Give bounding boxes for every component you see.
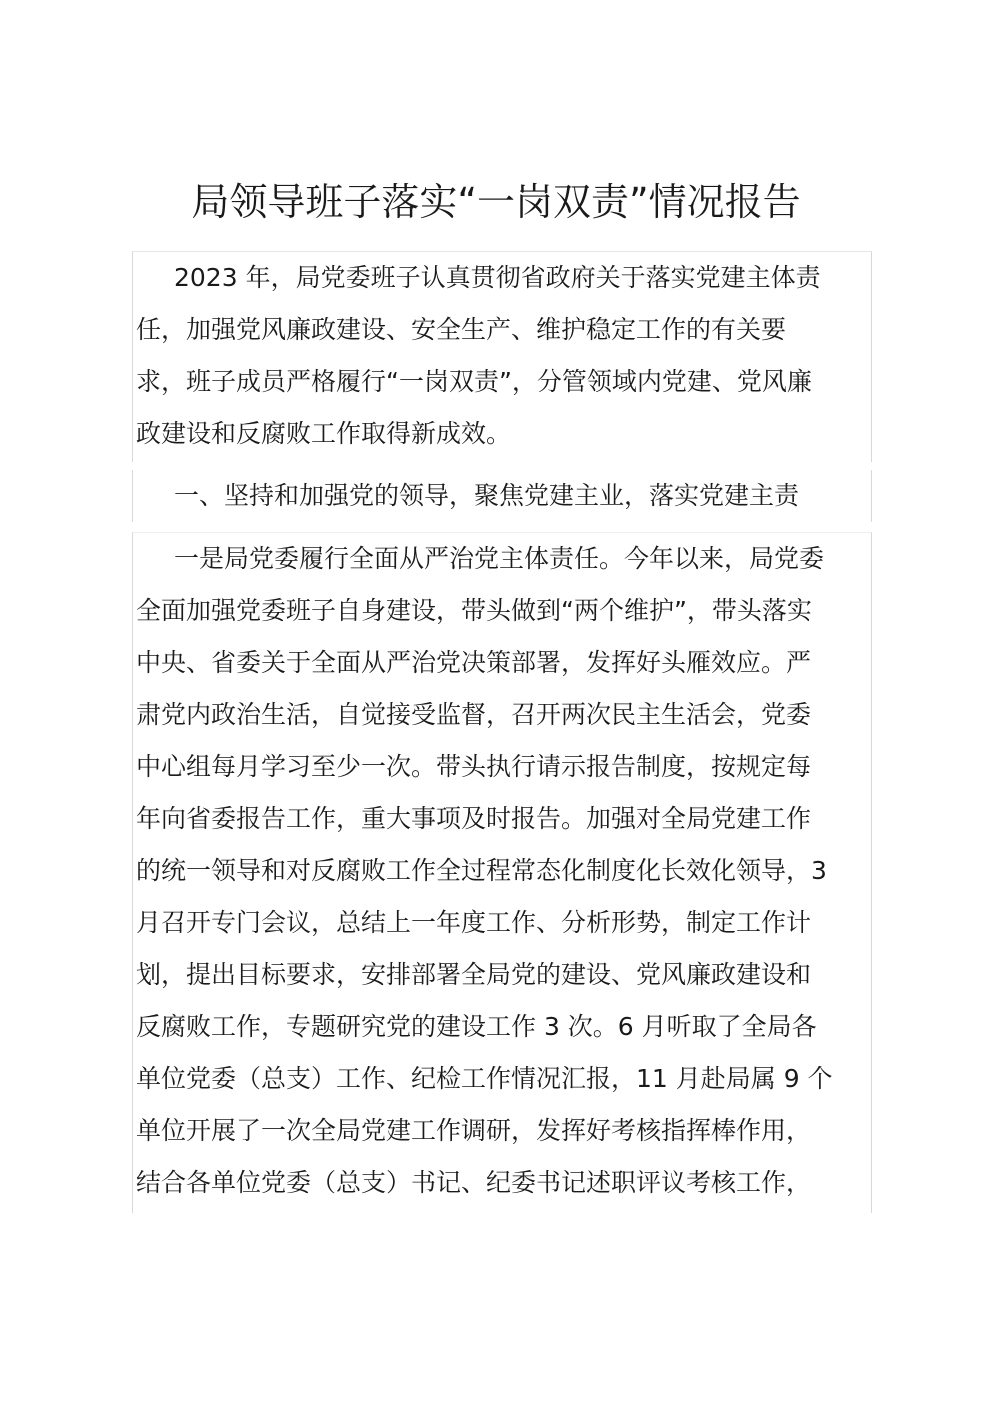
text-line: 求，班子成员严格履行“一岗双责”，分管领域内党建、党风廉 [136, 367, 812, 396]
text-line: 结合各单位党委（总支）书记、纪委书记述职评议考核工作， [136, 1168, 812, 1197]
intro-paragraph [132, 251, 872, 462]
body-paragraph [132, 532, 872, 1213]
text-line: 2023 年，局党委班子认真贯彻省政府关于落实党建主体责 [174, 263, 821, 292]
text-line: 任，加强党风廉政建设、安全生产、维护稳定工作的有关要 [136, 315, 787, 344]
text-line: 中心组每月学习至少一次。带头执行请示报告制度，按规定每 [136, 752, 812, 781]
text-line: 中央、省委关于全面从严治党决策部署，发挥好头雁效应。严 [136, 648, 812, 677]
section-heading [132, 470, 872, 522]
page-title: 局领导班子落实“一岗双责”情况报告 [191, 180, 801, 224]
text-line: 单位党委（总支）工作、纪检工作情况汇报，11 月赴局属 9 个 [136, 1064, 833, 1093]
text-line: 单位开展了一次全局党建工作调研，发挥好考核指挥棒作用， [136, 1116, 812, 1145]
text-line: 全面加强党委班子自身建设，带头做到“两个维护”，带头落实 [136, 596, 812, 625]
text-line: 月召开专门会议，总结上一年度工作、分析形势，制定工作计 [136, 908, 812, 937]
text-line: 一是局党委履行全面从严治党主体责任。今年以来，局党委 [174, 544, 825, 573]
text-line: 反腐败工作，专题研究党的建设工作 3 次。6 月听取了全局各 [136, 1012, 817, 1041]
text-line: 肃党内政治生活，自觉接受监督，召开两次民主生活会，党委 [136, 700, 812, 729]
text-line: 年向省委报告工作，重大事项及时报告。加强对全局党建工作 [136, 804, 812, 833]
text-line: 的统一领导和对反腐败工作全过程常态化制度化长效化领导，3 [136, 856, 827, 885]
text-line: 划，提出目标要求，安排部署全局党的建设、党风廉政建设和 [136, 960, 812, 989]
section-heading-text: 一、坚持和加强党的领导，聚焦党建主业，落实党建主责 [174, 481, 800, 510]
text-line: 政建设和反腐败工作取得新成效。 [136, 419, 512, 448]
